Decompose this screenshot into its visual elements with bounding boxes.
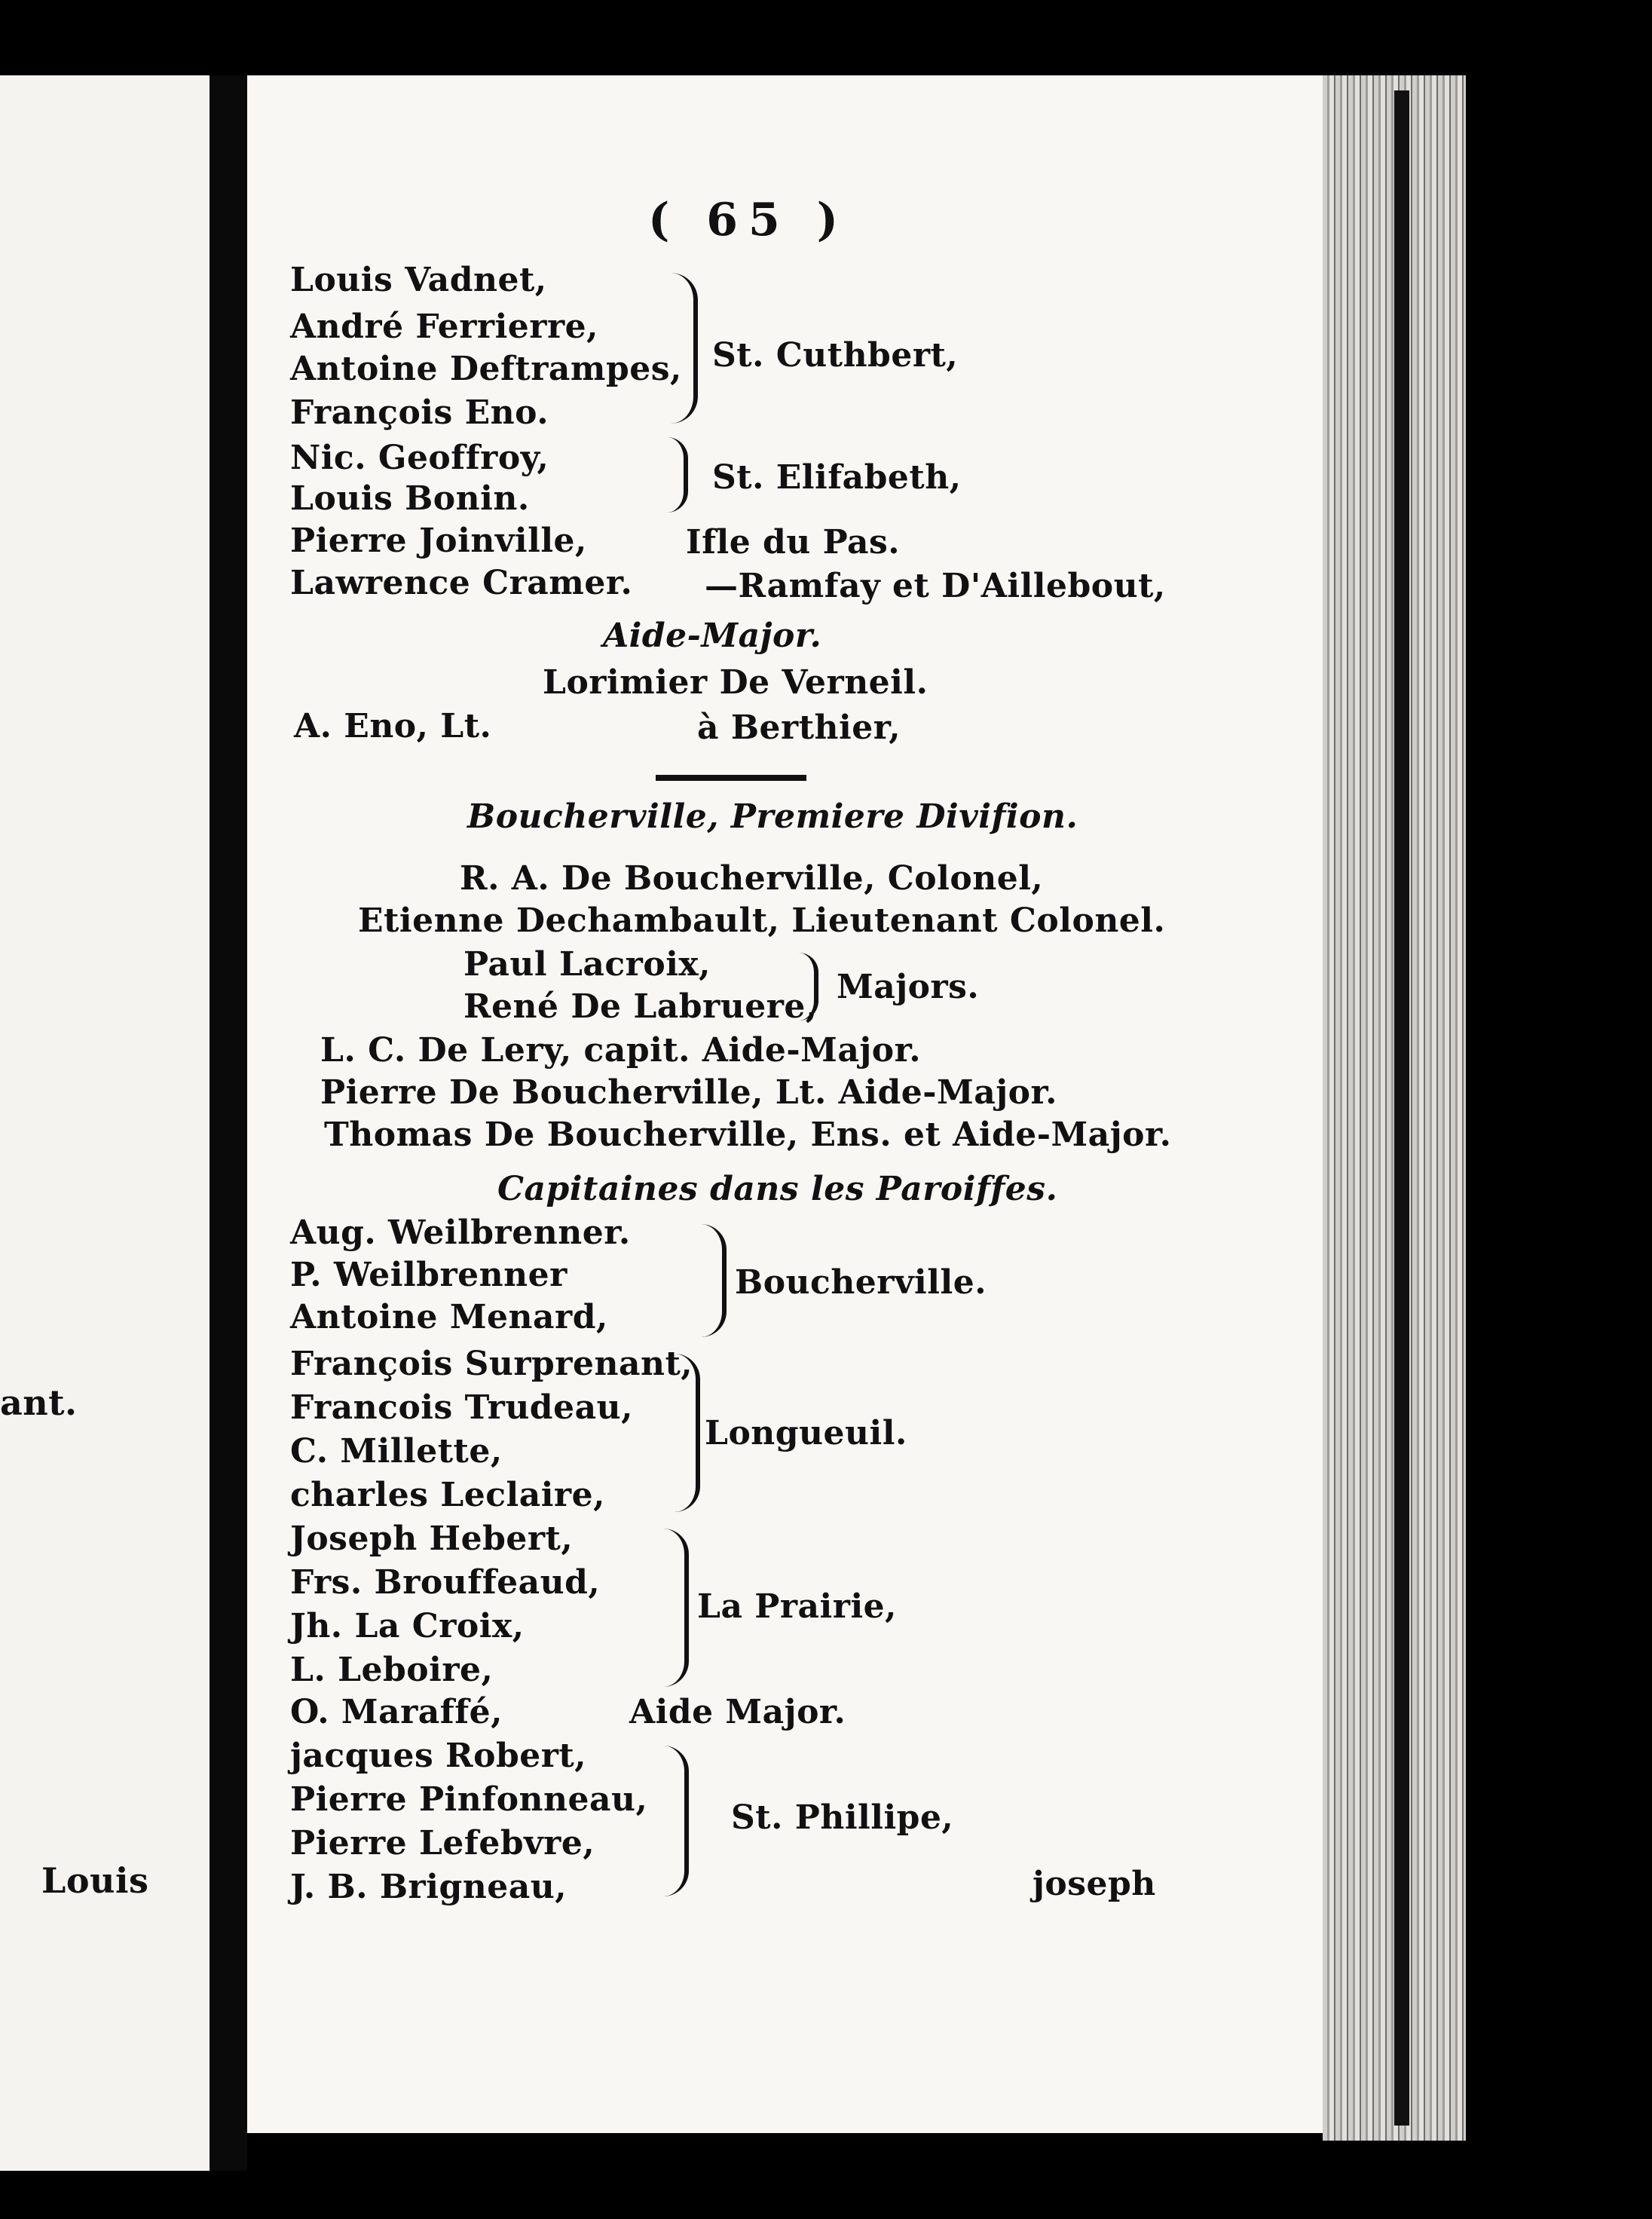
captain-name: L. Leboire, — [290, 1651, 494, 1689]
officer-name: Pierre Joinville, — [290, 522, 587, 560]
officer-line: L. C. De Lery, capit. Aide-Major. — [320, 1031, 922, 1070]
brace — [667, 437, 688, 513]
captain-name: Pierre Pinfonneau, — [290, 1780, 648, 1819]
captain-name: François Surprenant, — [290, 1345, 693, 1383]
aide-major-label: Aide Major. — [629, 1693, 846, 1731]
captain-name: Antoine Menard, — [290, 1298, 608, 1336]
parish-label: Longueuil. — [705, 1414, 907, 1452]
captain-name: O. Maraffé, — [290, 1693, 503, 1731]
parish-label: St. Cuthbert, — [712, 336, 959, 375]
brace — [675, 1354, 700, 1512]
officer-name: Nic. Geoffroy, — [290, 439, 549, 477]
captain-name: Pierre Lefebvre, — [290, 1824, 595, 1862]
brace — [663, 1746, 689, 1896]
officer-name: René De Labruere, — [463, 987, 818, 1026]
brace — [671, 273, 698, 424]
left-page-fragment: ant. — [0, 1382, 78, 1423]
left-page — [0, 75, 215, 2171]
captain-name: C. Millette, — [290, 1432, 503, 1471]
page-edge-shadow — [1394, 90, 1409, 2126]
officer-line: Pierre De Boucherville, Lt. Aide-Major. — [320, 1073, 1057, 1112]
section-heading: Capitaines dans les Paroiffes. — [497, 1170, 1058, 1208]
catchword: joseph — [1032, 1865, 1156, 1903]
page-number: ( 65 ) — [648, 194, 849, 246]
officer-name: Paul Lacroix, — [463, 945, 711, 984]
officer-name: Louis Bonin. — [290, 479, 530, 518]
parish-label: St. Elifabeth, — [712, 458, 962, 497]
parish-label: Boucherville. — [735, 1263, 987, 1302]
captain-name: jacques Robert, — [290, 1737, 587, 1775]
captain-name: Joseph Hebert, — [290, 1520, 574, 1558]
officer-line: R. A. De Boucherville, Colonel, — [460, 859, 1044, 898]
parish-label: La Prairie, — [697, 1587, 897, 1626]
section-heading: Boucherville, Premiere Divifion. — [467, 797, 1078, 836]
officer-name: A. Eno, Lt. — [294, 707, 492, 745]
officer-name: François Eno. — [290, 393, 549, 432]
parish-label: St. Phillipe, — [731, 1798, 954, 1837]
captain-name: P. Weilbrenner — [290, 1256, 567, 1294]
book-gutter — [210, 75, 247, 2171]
majors-label: Majors. — [837, 968, 980, 1006]
captain-name: J. B. Brigneau, — [290, 1868, 567, 1906]
officer-line: Etienne Dechambault, Lieutenant Colonel. — [358, 901, 1166, 940]
brace — [663, 1529, 689, 1687]
section-heading: Aide-Major. — [603, 617, 822, 655]
officer-name: Antoine Deftrampes, — [290, 350, 682, 388]
captain-name: Aug. Weilbrenner. — [290, 1214, 631, 1252]
brace — [701, 1224, 727, 1337]
officer-name: Lawrence Cramer. — [290, 564, 633, 602]
officer-name: Louis Vadnet, — [290, 261, 547, 299]
captain-name: Jh. La Croix, — [290, 1607, 525, 1645]
officer-line: Thomas De Boucherville, Ens. et Aide-Major. — [324, 1116, 1172, 1154]
section-divider — [656, 775, 806, 781]
parish-label: Ifle du Pas. — [686, 523, 901, 562]
officer-name: André Ferrierre, — [290, 308, 598, 346]
left-page-fragment: Louis — [41, 1860, 149, 1901]
parish-label: à Berthier, — [697, 709, 901, 747]
captain-name: Francois Trudeau, — [290, 1388, 633, 1427]
captain-name: charles Leclaire, — [290, 1476, 605, 1514]
officer-name: Lorimier De Verneil. — [543, 663, 928, 702]
captain-name: Frs. Brouffeaud, — [290, 1563, 601, 1602]
brace — [799, 953, 818, 1021]
parish-label: —Ramfay et D'Aillebout, — [705, 567, 1166, 605]
